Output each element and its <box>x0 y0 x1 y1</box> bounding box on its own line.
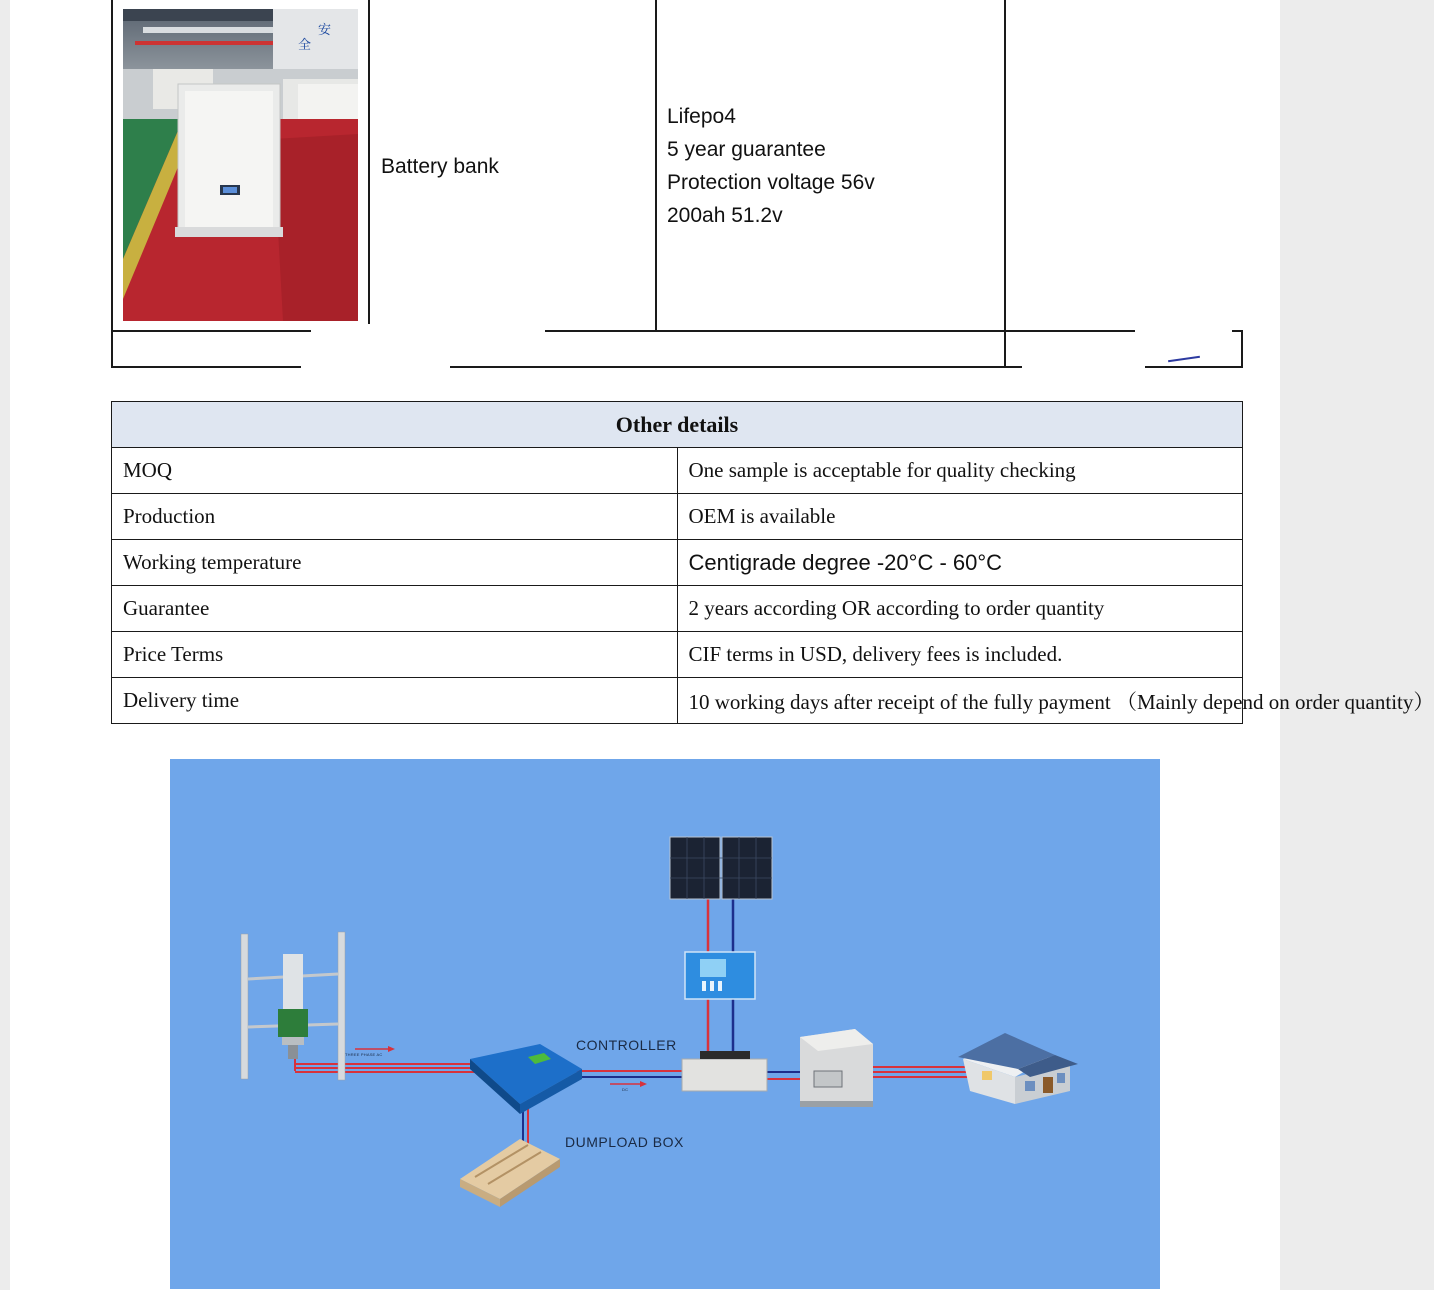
solar-panels-icon <box>670 837 772 899</box>
product-name: Battery bank <box>381 155 499 178</box>
table-row <box>112 494 1243 540</box>
row-label: Price Terms <box>112 632 678 678</box>
table-border <box>655 0 657 332</box>
inverter-icon <box>800 1029 873 1107</box>
svg-text:安: 安 <box>318 23 332 38</box>
battery-icon <box>682 1051 767 1091</box>
row-value: CIF terms in USD, delivery fees is included. <box>677 632 1243 678</box>
dumpload-box-icon <box>460 1139 560 1207</box>
spec-capacity: 200ah 51.2v <box>667 204 783 227</box>
table-row <box>112 448 1243 494</box>
product-spec-list <box>667 100 875 232</box>
row-value: OEM is available <box>677 494 1243 540</box>
dumpload-box-label: DUMPLOAD BOX <box>565 1134 684 1150</box>
table-border <box>1145 366 1243 368</box>
three-phase-ac-wires <box>295 1046 475 1072</box>
table-title: Other details <box>112 402 1243 448</box>
wind-turbine-icon <box>241 932 345 1080</box>
table-border <box>1232 330 1243 332</box>
table-border <box>368 0 370 324</box>
row-label: Production <box>112 494 678 540</box>
row-label: Working temperature <box>112 540 678 586</box>
row-value: One sample is acceptable for quality checking <box>677 448 1243 494</box>
wind-solar-system-diagram <box>170 759 1160 1289</box>
spec-protection-voltage: Protection voltage 56v <box>667 171 875 194</box>
table-border <box>111 366 301 368</box>
row-label: MOQ <box>112 448 678 494</box>
table-row <box>112 678 1243 724</box>
dc-wires <box>575 1071 682 1087</box>
table-row <box>112 540 1243 586</box>
spec-guarantee: 5 year guarantee <box>667 138 826 161</box>
row-label: Guarantee <box>112 586 678 632</box>
row-value: 10 working days after receipt of the fully payment （Mainly depend on order quantity） <box>677 678 1243 724</box>
inverter-wires <box>767 1072 800 1079</box>
table-header-row <box>112 402 1243 448</box>
solar-controller-icon <box>685 952 755 999</box>
house-icon <box>958 1033 1078 1104</box>
battery-cabinet-photo <box>123 9 358 321</box>
other-details-table <box>111 401 1434 724</box>
table-border <box>1004 0 1006 368</box>
three-phase-ac-label: THREE PHASE AC <box>345 1052 383 1057</box>
table-row <box>112 632 1243 678</box>
row-value: Centigrade degree -20°C - 60°C <box>677 540 1243 586</box>
table-border <box>111 0 113 368</box>
wind-controller-icon <box>470 1044 582 1114</box>
table-border <box>1241 330 1243 368</box>
table-row <box>112 586 1243 632</box>
row-label: Delivery time <box>112 678 678 724</box>
ac-output-wires <box>873 1067 975 1077</box>
controller-label: CONTROLLER <box>576 1037 677 1053</box>
table-border <box>450 366 1022 368</box>
row-value: 2 years according OR according to order quantity <box>677 586 1243 632</box>
dc-label: DC <box>622 1087 629 1092</box>
table-border <box>111 330 311 332</box>
spec-chemistry: Lifepo4 <box>667 105 736 128</box>
table-border <box>545 330 1135 332</box>
svg-text:全: 全 <box>298 38 312 53</box>
